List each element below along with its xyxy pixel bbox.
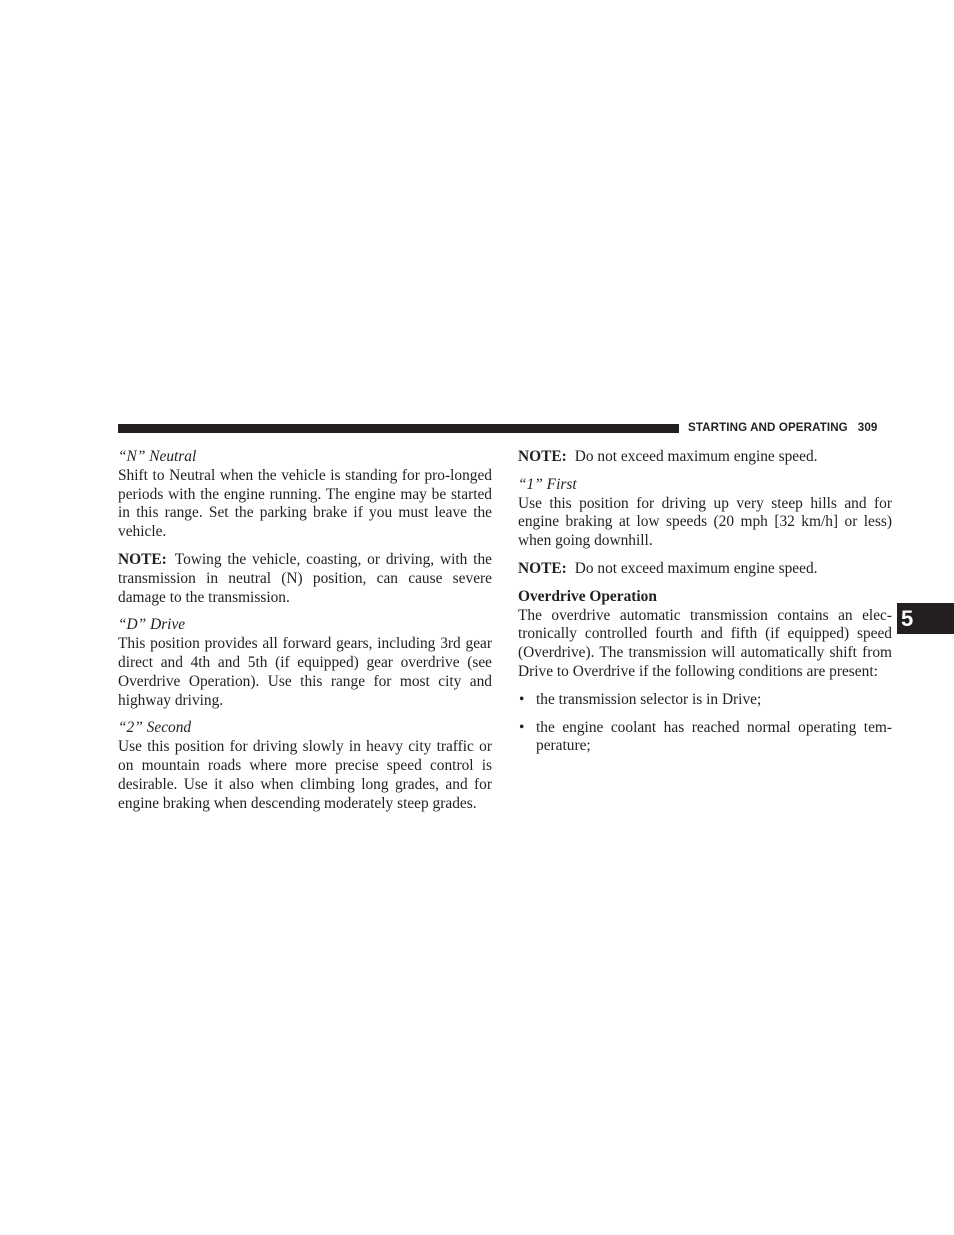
list-item — [518, 719, 892, 757]
list-item-text: the transmission selector is in Drive; — [536, 690, 762, 708]
overdrive-body: The overdrive automatic transmission contains an elec-tronically controlled fourth and fifth (if equipped) speed (Overdrive). The transmission will automatically shift from Drive to Overdrive if the following conditions are present: — [518, 606, 892, 680]
section-title: STARTING AND OPERATING — [688, 421, 848, 434]
note-text: Do not exceed maximum engine speed. — [574, 559, 818, 577]
left-column — [118, 448, 492, 822]
note-label: NOTE: — [518, 448, 567, 465]
neutral-heading: “N” Neutral — [118, 448, 197, 465]
running-header — [688, 420, 892, 436]
drive-heading: “D” Drive — [118, 616, 186, 634]
first-body: Use this position for driving up very steep hills and for engine braking at low speeds (20 mph [32 km/h] or less) when going downhill. — [518, 494, 892, 550]
note-text: Towing the vehicle, coasting, or driving, with the transmission in neutral (N) position, can cause severe damage to the transmission. — [118, 550, 492, 606]
list-item — [518, 691, 892, 710]
first-heading: “1” First — [518, 475, 577, 493]
second-heading: “2” Second — [118, 719, 192, 737]
note-label: NOTE: — [118, 550, 167, 568]
right-column — [518, 448, 892, 765]
note-engine-speed-2 — [518, 560, 892, 579]
second-body: Use this position for driving slowly in heavy city traffic or on mountain roads where more precise speed control is desirable. Use it also when climbing long grades, and for engine braking when descending moderately steep grades. — [118, 738, 492, 812]
note-towing — [118, 551, 492, 607]
note-label: NOTE: — [518, 559, 567, 577]
chapter-tab: 5 — [897, 603, 954, 634]
drive-body: This position provides all forward gears, including 3rd gear direct and 4th and 5th (if equipped) gear overdrive (see Overdrive Operation). Use this range for most city and highway driving. — [118, 635, 492, 709]
list-item-text: the engine coolant has reached normal operating tem-perature; — [536, 718, 892, 755]
header-rule — [118, 424, 679, 433]
overdrive-heading: Overdrive Operation — [518, 587, 657, 605]
bullet-icon: • — [519, 718, 525, 736]
neutral-body: Shift to Neutral when the vehicle is standing for pro-longed periods with the engine running. The engine may be started in this range. Set the parking brake if you must leave the vehicle. — [118, 466, 492, 541]
note-engine-speed — [518, 448, 892, 467]
bullet-icon: • — [519, 690, 525, 708]
note-text: Do not exceed maximum engine speed. — [574, 448, 818, 465]
page-number: 309 — [857, 421, 878, 434]
overdrive-conditions-list — [518, 691, 892, 756]
